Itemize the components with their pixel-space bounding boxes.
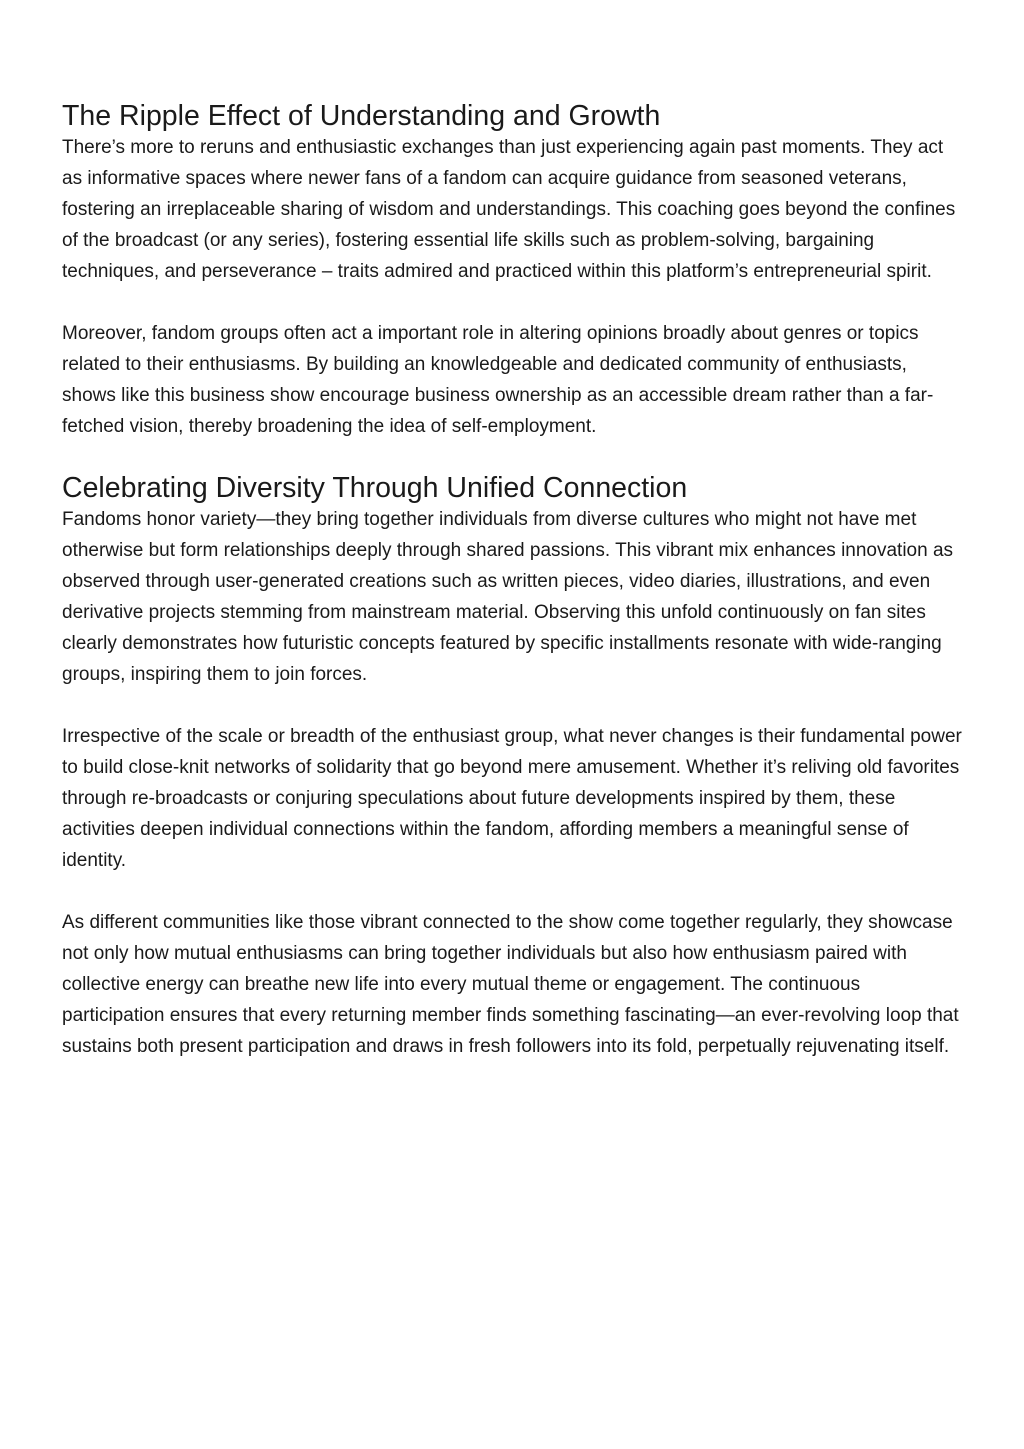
- section-heading: The Ripple Effect of Understanding and Growth: [62, 100, 661, 132]
- section-celebrating-diversity: [62, 473, 962, 690]
- paragraph: Moreover, fandom groups often act a important role in altering opinions broadly about genres or topics related to their enthusiasms. By building an knowledgeable and dedicated community of enthusiasts, shows like this business show encourage business ownership as an accessible dream rather than a far-fetched vision, thereby broadening the idea of self-employment.: [62, 323, 934, 437]
- paragraph-block: [62, 907, 962, 1062]
- paragraph: As different communities like those vibrant connected to the show come together regularly, they showcase not only how mutual enthusiasms can bring together individuals but also how enthusiasm paired with collective energy can breathe new life into every mutual theme or engagement. The continuous participation ensures that every returning member finds something fascinating—an ever-revolving loop that sustains both present participation and draws in fresh followers into its fold, perpetually rejuvenating itself.: [62, 912, 959, 1057]
- paragraph-block: [62, 318, 962, 442]
- paragraph: Irrespective of the scale or breadth of the enthusiast group, what never changes is their fundamental power to build close-knit networks of solidarity that go beyond mere amusement. Whether it’s reliving old favorites through re-broadcasts or conjuring speculations about future developments inspired by them, these activities deepen individual connections within the fandom, affording members a meaningful sense of identity.: [62, 726, 962, 871]
- paragraph: There’s more to reruns and enthusiastic exchanges than just experiencing again past moments. They act as informative spaces where newer fans of a fandom can acquire guidance from seasoned veterans, fostering an irreplaceable sharing of wisdom and understandings. This coaching goes beyond the confines of the broadcast (or any series), fostering essential life skills such as problem-solving, bargaining techniques, and perseverance – traits admired and practiced within this platform’s entrepreneurial spirit.: [62, 137, 956, 282]
- section-ripple-effect: [62, 101, 962, 287]
- paragraph: Fandoms honor variety—they bring together individuals from diverse cultures who might not have met otherwise but form relationships deeply through shared passions. This vibrant mix enhances innovation as observed through user-generated creations such as written pieces, video diaries, illustrations, and even derivative projects stemming from mainstream material. Observing this unfold continuously on fan sites clearly demonstrates how futuristic concepts featured by specific installments resonate with wide-ranging groups, inspiring them to join forces.: [62, 509, 954, 685]
- paragraph-block: [62, 721, 962, 876]
- document-body: [62, 101, 962, 1093]
- section-heading: Celebrating Diversity Through Unified Connection: [62, 472, 688, 504]
